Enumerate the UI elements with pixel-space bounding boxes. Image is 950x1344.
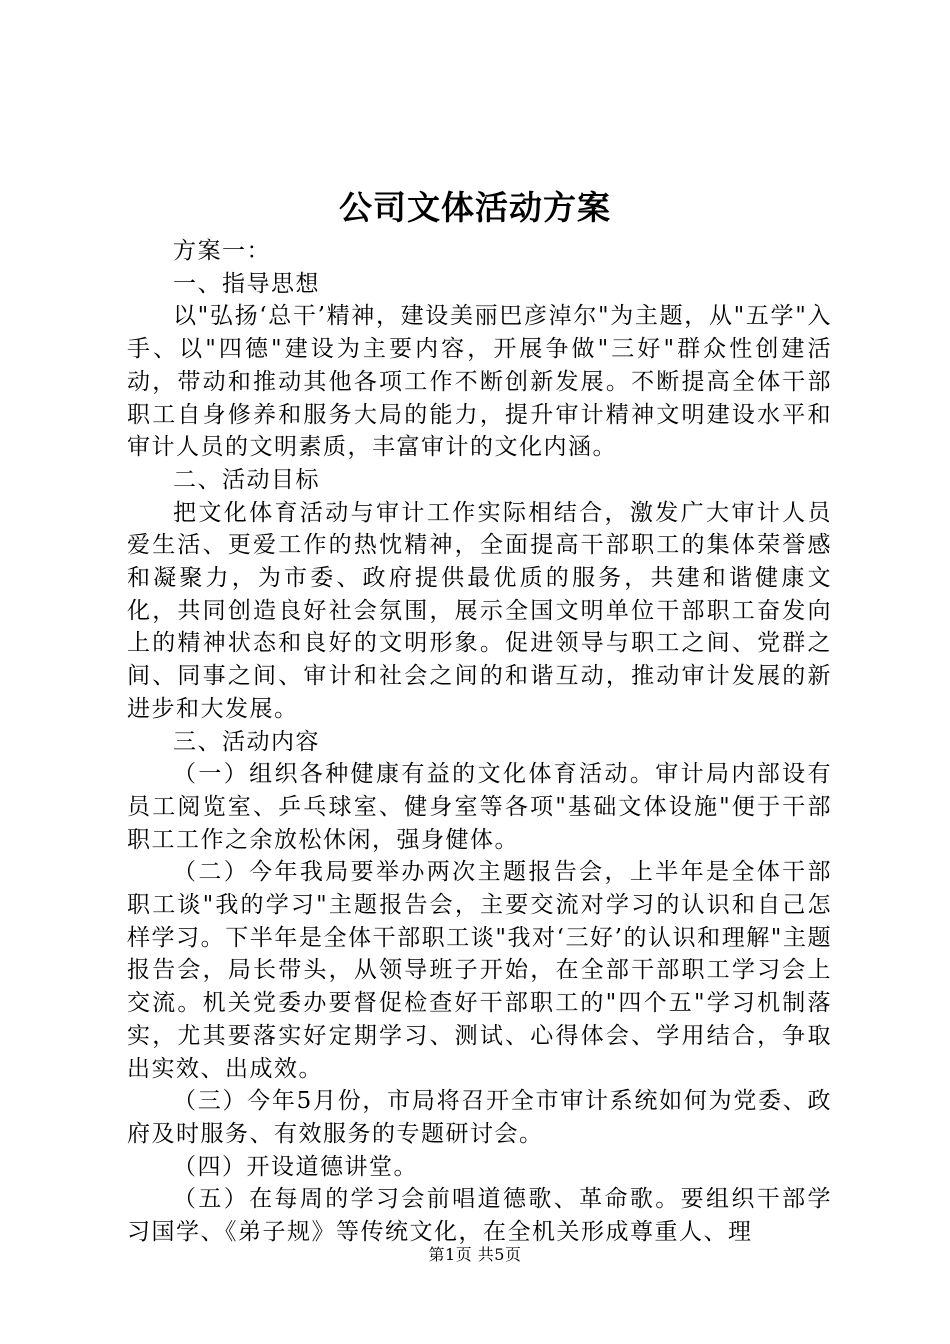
section-label-plan-one: 方案一：: [173, 238, 271, 264]
page-footer: 第1页 共5页: [428, 1245, 522, 1264]
heading-activity-goals: 二、活动目标: [173, 466, 320, 493]
document-body: [127, 235, 832, 1249]
heading-activity-content: 三、活动内容: [173, 728, 320, 755]
document-title: 公司文体活动方案: [339, 188, 611, 227]
paragraph-guiding-thought: 以"弘扬‘总干’精神，建设美丽巴彦淖尔"为主题，从"五学"入手、以"四德"建设为主要内容，开展争做"三好"群众性创建活动，带动和推动其他各项工作不断创新发展。不断提高全体干部职工自身修养和服务大局的能力，提升审计精神文明建设水平和审计人员的文明素质，丰富审计的文化内涵。: [127, 303, 832, 461]
paragraph-content-item-1: （一）组织各种健康有益的文化体育活动。审计局内部设有员工阅览室、乒乓球室、健身室等各项"基础文体设施"便于干部职工工作之余放松休闲，强身健体。: [127, 761, 832, 853]
paragraph-content-item-2: （二）今年我局要举办两次主题报告会，上半年是全体干部职工谈"我的学习"主题报告会，主要交流对学习的认识和自己怎样学习。下半年是全体干部职工谈"我对‘三好’的认识和理解"主题报告会，局长带头，从领导班子开始，在全部干部职工学习会上交流。机关党委办要督促检查好干部职工的"四个五"学习机制落实，尤其要落实好定期学习、测试、心得体会、学用结合，争取出实效、出成效。: [127, 859, 832, 1082]
paragraph-content-item-3: （三）今年5月份，市局将召开全市审计系统如何为党委、政府及时服务、有效服务的专题研讨会。: [127, 1088, 832, 1147]
paragraph-content-item-5: （五）在每周的学习会前唱道德歌、革命歌。要组织干部学习国学、《弟子规》等传统文化，在全机关形成尊重人、理: [127, 1186, 832, 1246]
paragraph-content-item-4: （四）开设道德讲堂。: [173, 1153, 418, 1180]
heading-guiding-thought: 一、指导思想: [173, 270, 320, 297]
paragraph-activity-goals: 把文化体育活动与审计工作实际相结合，激发广大审计人员爱生活、更爱工作的热忱精神，全面提高干部职工的集体荣誉感和凝聚力，为市委、政府提供最优质的服务，共建和谐健康文化，共同创造良好社会氛围，展示全国文明单位干部职工奋发向上的精神状态和良好的文明形象。促进领导与职工之间、党群之间、同事之间、审计和社会之间的和谐互动，推动审计发展的新进步和大发展。: [127, 499, 832, 722]
